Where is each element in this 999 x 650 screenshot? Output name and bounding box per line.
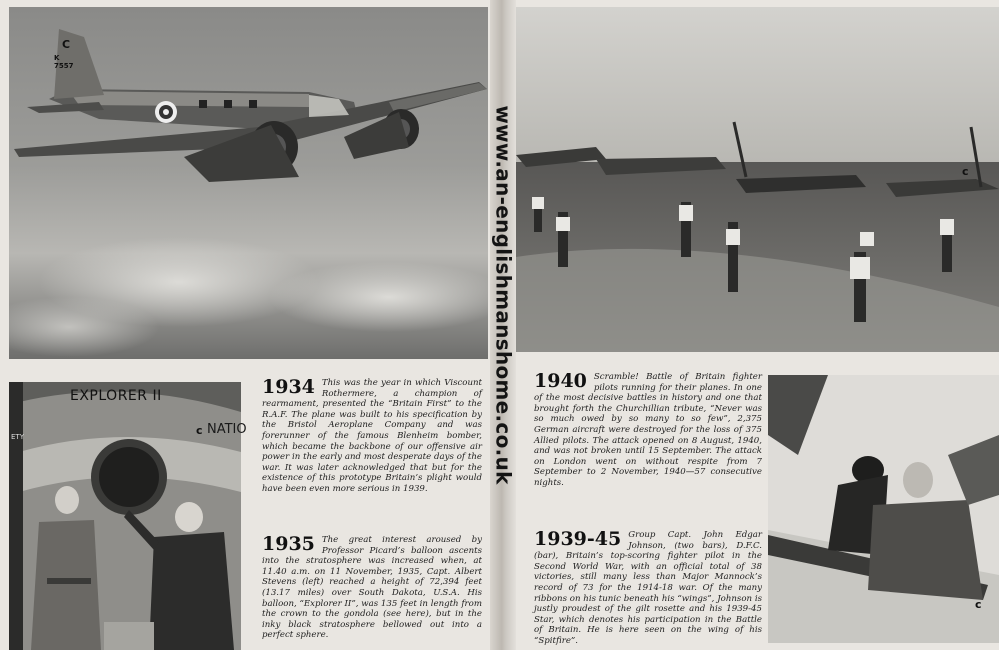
gondola-edge-text: ETY bbox=[11, 433, 24, 441]
caption-1939-45-text: Group Capt. John Edgar Johnson, (two bars), D.F.C. (bar), Britain’s top-scoring fighter pilot in the Second World War, with an official total of 38 victories, still many less than Major Mannock’s record of 73 for the 1914-18 war. Of the many ribbons on his tunic beneath his “wings”, Johnson is justly proudest of the gilt rosette and his 1939-45 Star, which denotes his participation in the Battle of Britain. He is here seen on the wing of his “Spitfire”. bbox=[534, 530, 762, 646]
bomber-c-mark: C bbox=[62, 38, 71, 51]
caption-1935-year: 1935 bbox=[262, 533, 315, 555]
caption-1940 bbox=[534, 372, 762, 489]
caption-1940-year: 1940 bbox=[534, 370, 587, 392]
caption-1934 bbox=[262, 378, 482, 495]
bomber-photo bbox=[9, 7, 488, 359]
caption-1934-text: This was the year in which Viscount Rothermere, a champion of rearmament, presented the “Britain First” to the R.A.F. The plane was built to his specification by the Bristol Aeroplane Company and was forerunner of the famous Blenheim bomber, which became the backbone of our offensive air power in the early and most desperate days of the war. It was later acknowledged that but for the existence of this prototype Britain’s plight would have been even more serious in 1939. bbox=[262, 378, 482, 494]
gondola-side-text: NATIO bbox=[207, 422, 247, 437]
caption-1939-45-year: 1939-45 bbox=[534, 528, 622, 550]
caption-1935-text: The great interest aroused by Professor Picard’s balloon ascents into the stratosphere was increased when, at 11.40 a.m. on 11 November, 1935, Capt. Albert Stevens (left) reached a height of 72,394 feet (13.17 miles) over South Dakota, U.S.A. His balloon, “Explorer II”, was 135 feet in length from the crown to the gondola (see here), but in the inky black stratosphere bellowed out into a perfect sphere. bbox=[262, 535, 482, 641]
bomber-serial: K 7557 bbox=[54, 54, 74, 70]
caption-1939-45 bbox=[534, 530, 762, 647]
site-watermark bbox=[489, 105, 519, 485]
caption-1940-text: Scramble! Battle of Britain fighter pilots running for their planes. In one of the most decisive battles in history and one that brought forth the Churchillian tribute, “Never was so much owed by so many to so few”, 2,375 German aircraft were destroyed for the loss of 375 Allied pilots. The attack opened on 8 August, 1940, and was not broken until 15 September. The attack on London went on without respite from 7 September to 2 November, 1940—57 consecutive nights. bbox=[534, 372, 762, 488]
balloon-c-mark: c bbox=[196, 424, 203, 437]
caption-1934-year: 1934 bbox=[262, 376, 315, 398]
watermark-text: www.an-englishmanshome.co.uk bbox=[492, 105, 517, 485]
scramble-c-mark: c bbox=[962, 165, 969, 178]
gondola-label: EXPLORER II bbox=[70, 388, 162, 404]
pilot-c-mark: c bbox=[975, 598, 982, 611]
pilot-photo bbox=[768, 375, 999, 643]
caption-1935 bbox=[262, 535, 482, 641]
scramble-photo bbox=[516, 7, 999, 352]
